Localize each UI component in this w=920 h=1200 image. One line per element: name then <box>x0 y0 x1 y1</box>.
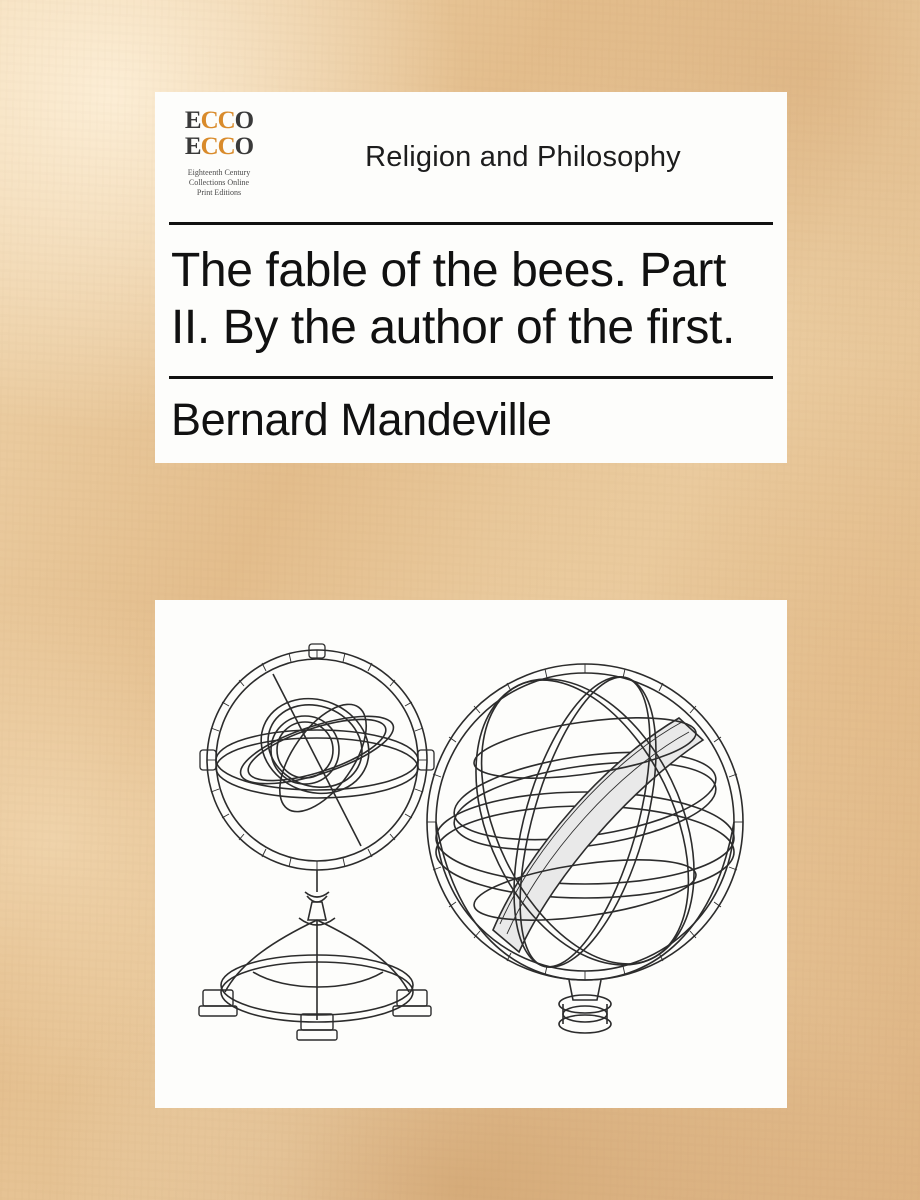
book-title: The fable of the bees. Part II. By the author of the first. <box>171 244 735 354</box>
series-title-container <box>269 102 771 212</box>
ecco-logo-subtitle-line3: Print Editions <box>196 188 242 197</box>
cover-header <box>155 92 787 222</box>
ecco-logo-subtitle-line1: Eighteenth Century <box>187 168 251 177</box>
ecco-logo-line1: ECCO <box>184 107 254 134</box>
title-container <box>155 225 787 376</box>
series-title: Religion and Philosophy <box>365 140 681 173</box>
author-container <box>155 379 787 463</box>
cover-illustration-card <box>155 600 787 1108</box>
ecco-logo-subtitle-line2: Collections Online <box>188 178 250 187</box>
ecco-publisher-logo <box>169 102 269 212</box>
armillary-spheres-icon <box>155 600 787 1108</box>
ecco-logo-line2: ECCO <box>184 133 254 160</box>
author-name: Bernard Mandeville <box>171 394 552 446</box>
cover-text-card <box>155 92 787 463</box>
ecco-logo-mark <box>169 108 269 164</box>
